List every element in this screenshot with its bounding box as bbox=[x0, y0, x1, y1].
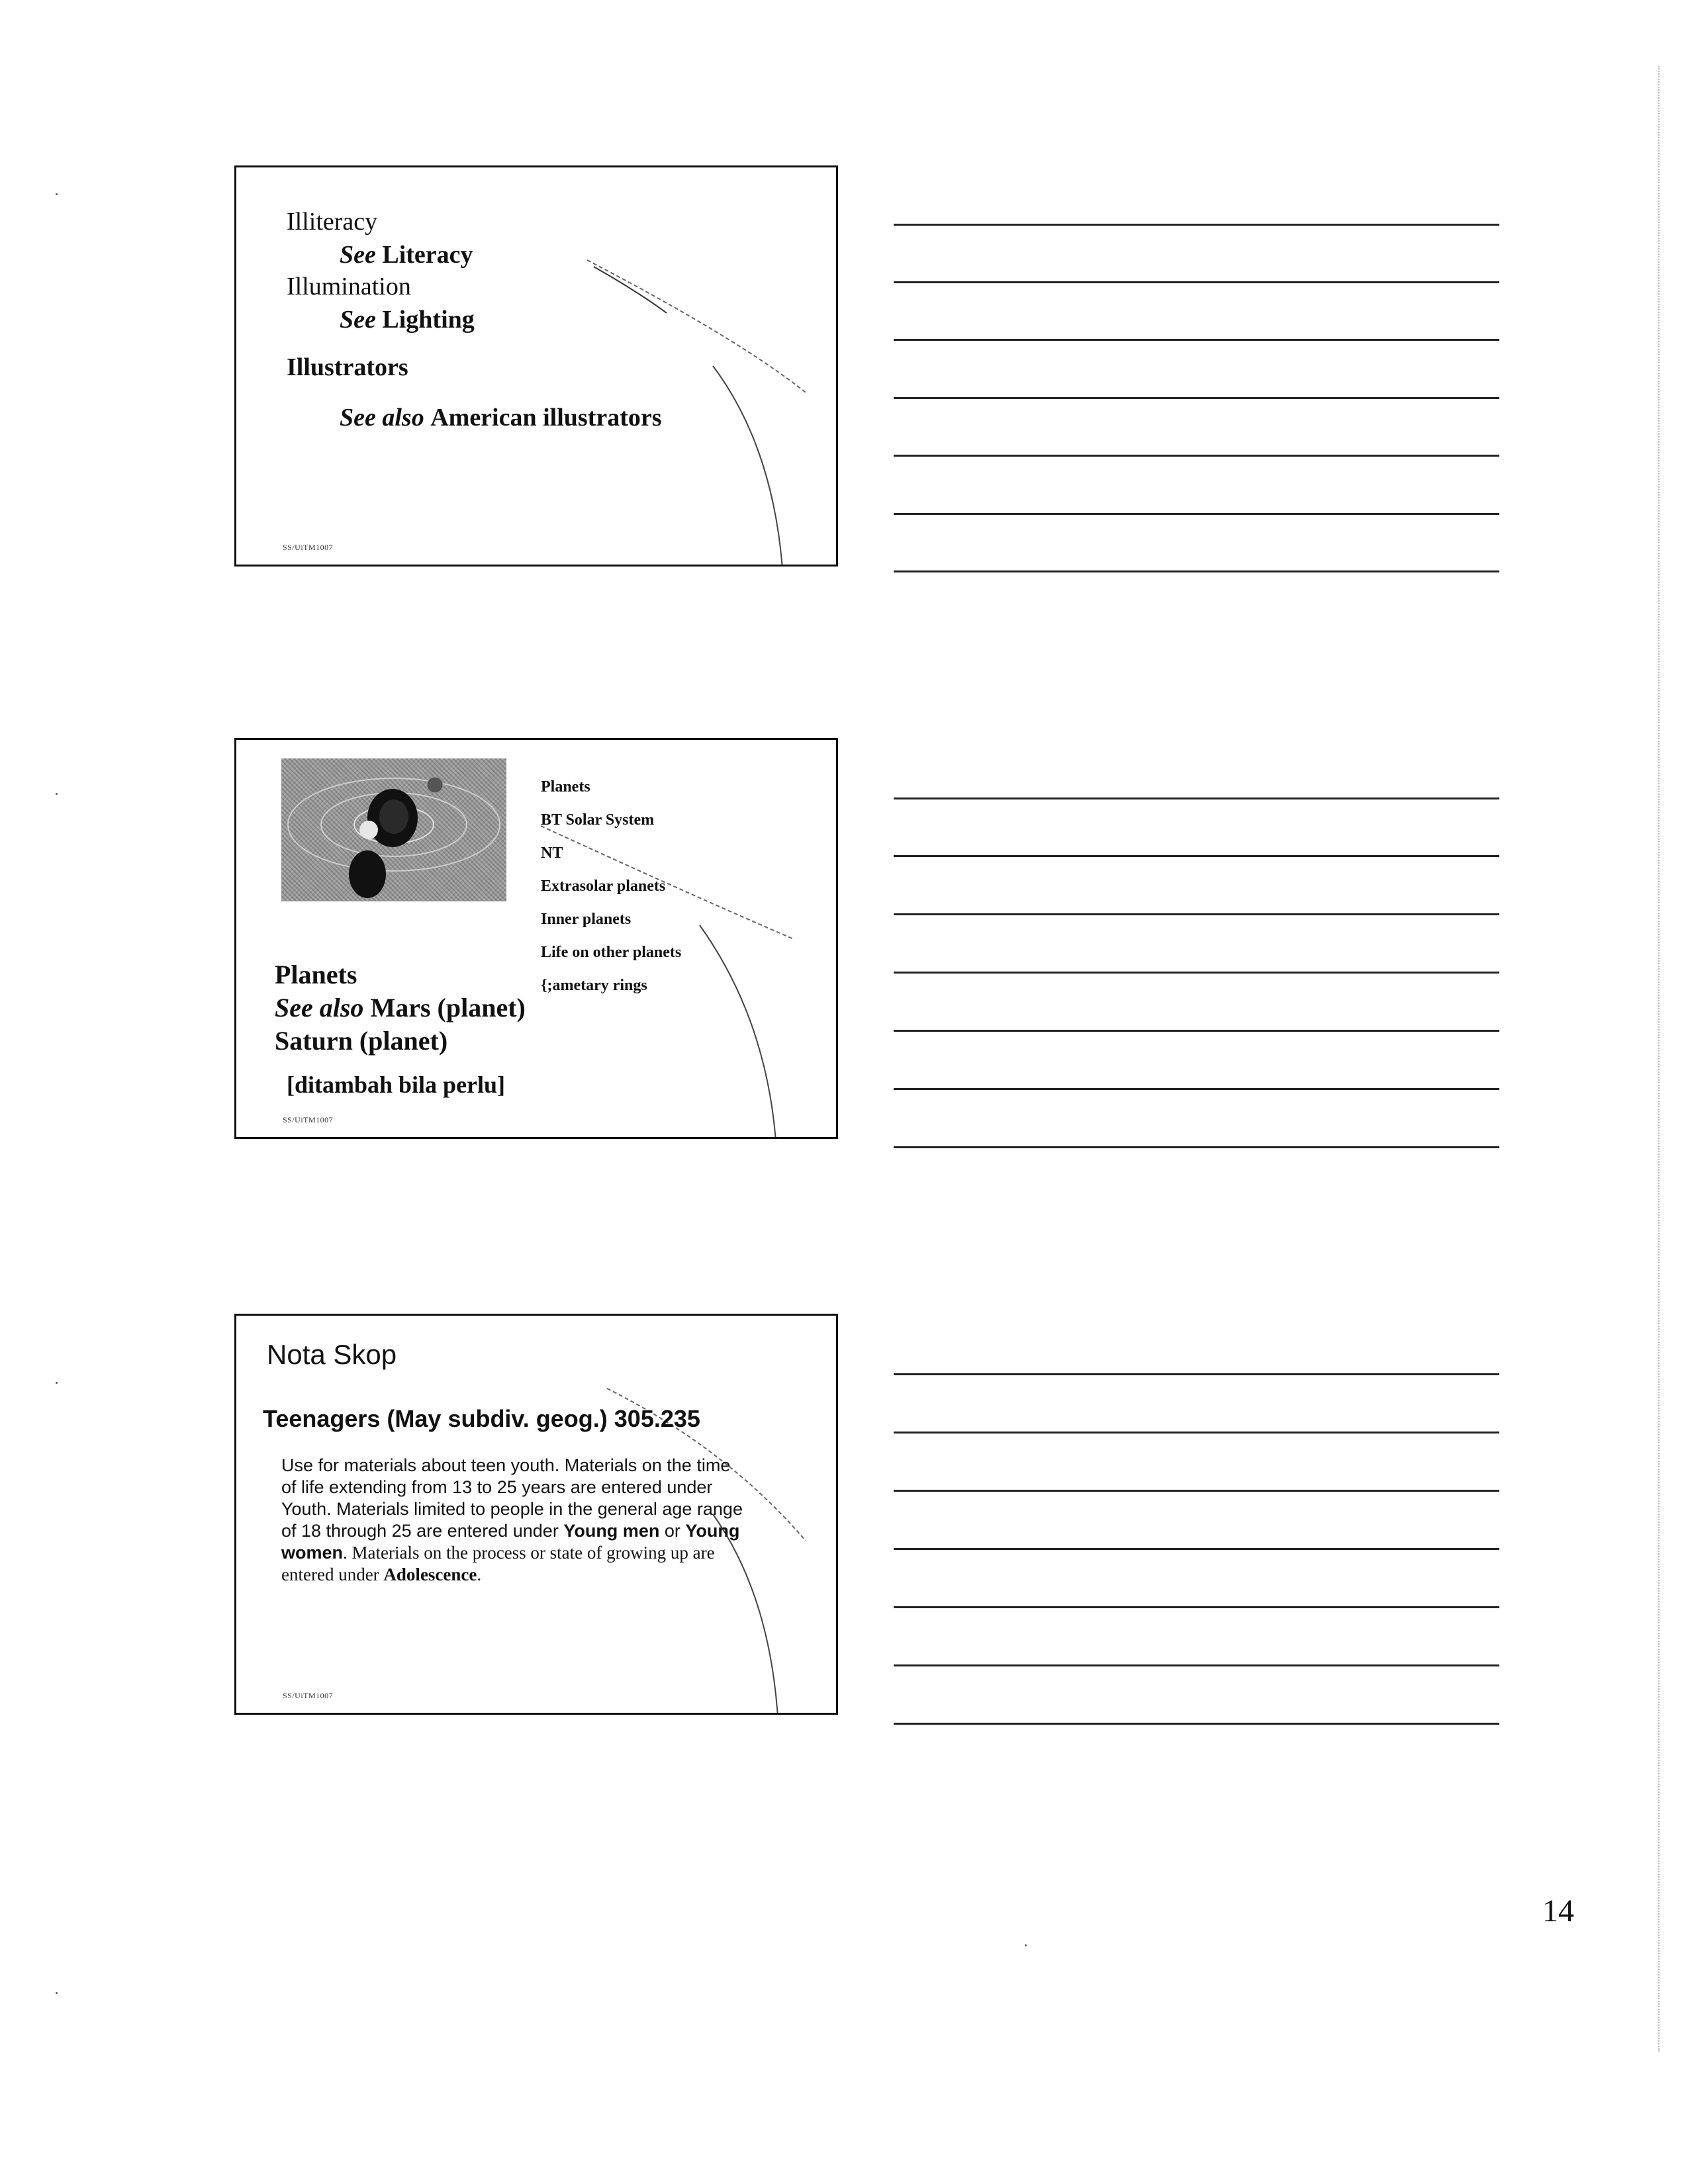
see-also-mars bbox=[275, 991, 526, 1024]
scope-note-or: or bbox=[659, 1521, 686, 1541]
reference-lighting: Lighting bbox=[382, 306, 475, 334]
note-line bbox=[894, 1432, 1499, 1433]
solar-system-image bbox=[281, 758, 506, 901]
list-bt-solar-system: BT Solar System bbox=[541, 811, 655, 829]
reference-young-men: Young men bbox=[563, 1521, 660, 1541]
reference-young-women: Young women bbox=[281, 1521, 740, 1563]
note-line bbox=[894, 972, 1499, 974]
note-line bbox=[894, 855, 1499, 857]
slide-footer: SS/UiTM1007 bbox=[283, 1115, 334, 1124]
see-label: See bbox=[340, 306, 376, 334]
entry-illumination: Illumination bbox=[287, 273, 411, 300]
note-line bbox=[894, 1146, 1499, 1148]
note-line bbox=[894, 224, 1499, 226]
slide-illiteracy bbox=[234, 165, 838, 567]
list-inner-planets: Inner planets bbox=[541, 911, 632, 928]
see-also-label: See also bbox=[275, 993, 364, 1023]
note-line bbox=[894, 797, 1499, 799]
list-nt: NT bbox=[541, 844, 563, 862]
subject-heading-teenagers: Teenagers (May subdiv. geog.) 305.235 bbox=[263, 1405, 700, 1432]
note-line bbox=[894, 913, 1499, 915]
page-number: 14 bbox=[1542, 1893, 1574, 1929]
slide-nota-skop bbox=[234, 1314, 838, 1715]
slide-title: Nota Skop bbox=[267, 1339, 397, 1370]
see-also-american-illustrators bbox=[340, 404, 662, 431]
list-planetary-rings: {;ametary rings bbox=[541, 977, 647, 994]
reference-mars: Mars (planet) bbox=[370, 993, 526, 1023]
list-life-on-other-planets: Life on other planets bbox=[541, 944, 682, 961]
note-line bbox=[894, 1490, 1499, 1492]
see-label: See bbox=[340, 241, 376, 269]
see-literacy bbox=[340, 242, 473, 268]
note-line bbox=[894, 513, 1499, 515]
note-line bbox=[894, 397, 1499, 399]
note-line bbox=[894, 570, 1499, 572]
slide-footer: SS/UiTM1007 bbox=[283, 543, 334, 552]
see-lighting bbox=[340, 306, 475, 333]
note-line bbox=[894, 1723, 1499, 1725]
reference-adolescence: Adolescence bbox=[383, 1565, 477, 1584]
scope-note-text-2: . Materials on the process or state of growing up are entered under bbox=[281, 1543, 715, 1584]
scan-speck bbox=[56, 1992, 58, 1994]
scan-speck bbox=[56, 193, 58, 195]
see-also-label: See also bbox=[340, 404, 424, 432]
note-line bbox=[894, 1088, 1499, 1090]
scope-note-period: . bbox=[477, 1565, 482, 1584]
note-line bbox=[894, 281, 1499, 283]
note-line bbox=[894, 339, 1499, 341]
note-ditambah: [ditambah bila perlu] bbox=[287, 1071, 506, 1098]
scan-speck bbox=[56, 1382, 58, 1384]
note-line bbox=[894, 1548, 1499, 1550]
list-extrasolar-planets: Extrasolar planets bbox=[541, 878, 666, 895]
scan-edge bbox=[1658, 66, 1660, 2052]
slide-footer: SS/UiTM1007 bbox=[283, 1691, 334, 1700]
note-line bbox=[894, 1606, 1499, 1608]
scope-note-text-1: Use for materials about teen youth. Materials on the time of life extending from 13 to 25 years are entered under Youth. Materials limited to people in the general age range of 18 through 25 are entered under bbox=[281, 1455, 743, 1541]
scope-note-paragraph bbox=[281, 1455, 745, 1586]
reference-saturn: Saturn (planet) bbox=[275, 1026, 448, 1056]
solar-system-illustration bbox=[281, 758, 506, 901]
entry-illustrators: Illustrators bbox=[287, 353, 408, 381]
entry-illiteracy: Illiteracy bbox=[287, 208, 378, 236]
slide-planets bbox=[234, 738, 838, 1139]
note-line bbox=[894, 1030, 1499, 1032]
note-line bbox=[894, 455, 1499, 457]
list-planets: Planets bbox=[541, 778, 590, 796]
scan-speck bbox=[1025, 1944, 1027, 1946]
heading-planets: Planets bbox=[275, 960, 357, 989]
note-line bbox=[894, 1373, 1499, 1375]
reference-american-illustrators: American illustrators bbox=[430, 404, 662, 432]
scan-speck bbox=[56, 793, 58, 795]
reference-literacy: Literacy bbox=[382, 241, 473, 269]
note-line bbox=[894, 1664, 1499, 1666]
